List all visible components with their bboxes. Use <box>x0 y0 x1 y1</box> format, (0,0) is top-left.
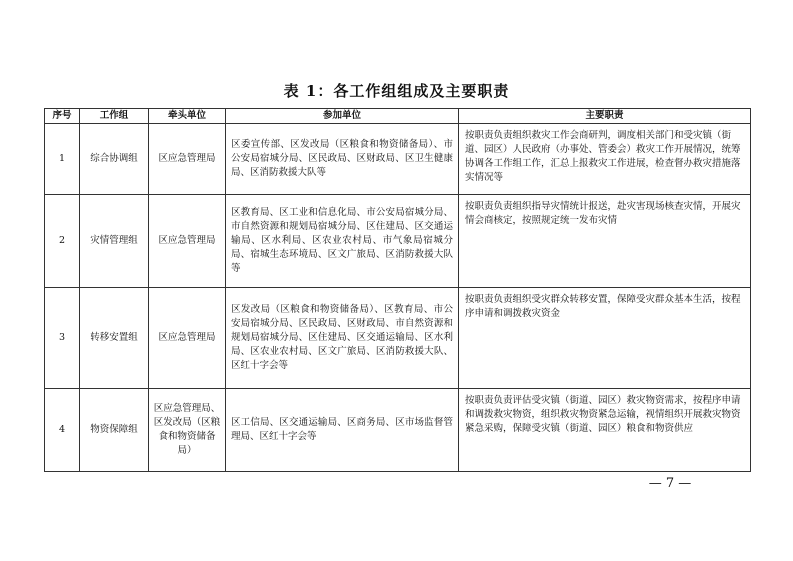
header-duties: 主要职责 <box>459 109 751 124</box>
header-lead: 牵头单位 <box>149 109 226 124</box>
table-title: 表 1：各工作组组成及主要职责 <box>283 82 510 100</box>
main-duties: 按职责负责组织指导灾情统计报送，赴灾害现场核查灾情，开展灾情会商核定，按照规定统一发布灾情 <box>459 195 751 288</box>
table-row <box>45 389 751 472</box>
row-number: 1 <box>45 124 80 195</box>
main-duties: 按职责负责组织救灾工作会商研判，调度相关部门和受灾镇（街道、园区）人民政府（办事处、管委会）救灾工作开展情况，统筹协调各工作组工作，汇总上报救灾工作进展，检查督办救灾措施落实情况等 <box>459 124 751 195</box>
table-row <box>45 195 751 288</box>
lead-unit: 区应急管理局 <box>149 195 226 288</box>
row-number: 3 <box>45 288 80 389</box>
lead-unit: 区应急管理局、区发改局（区粮食和物资储备局） <box>149 389 226 472</box>
header-no: 序号 <box>45 109 80 124</box>
page-number: — 7 — <box>648 476 692 491</box>
header-group: 工作组 <box>80 109 149 124</box>
participating-units: 区委宣传部、区发改局（区粮食和物资储备局）、市公安局宿城分局、区民政局、区财政局、区卫生健康局、区消防救援大队等 <box>226 124 459 195</box>
work-group-name: 综合协调组 <box>80 124 149 195</box>
work-group-name: 转移安置组 <box>80 288 149 389</box>
row-number: 4 <box>45 389 80 472</box>
table-row <box>45 288 751 389</box>
lead-unit: 区应急管理局 <box>149 288 226 389</box>
lead-unit: 区应急管理局 <box>149 124 226 195</box>
main-duties: 按职责负责组织受灾群众转移安置，保障受灾群众基本生活，按程序申请和调拨救灾资金 <box>459 288 751 389</box>
work-group-name: 灾情管理组 <box>80 195 149 288</box>
participating-units: 区教育局、区工业和信息化局、市公安局宿城分局、市自然资源和规划局宿城分局、区住建局、区交通运输局、区水利局、区农业农村局、市气象局宿城分局、宿城生态环境局、区文广旅局、区消防救援大队等 <box>226 195 459 288</box>
row-number: 2 <box>45 195 80 288</box>
participating-units: 区发改局（区粮食和物资储备局）、区教育局、市公安局宿城分局、区民政局、区财政局、市自然资源和规划局宿城分局、区住建局、区交通运输局、区水利局、区农业农村局、区文广旅局、区消防救援大队、区红十字会等 <box>226 288 459 389</box>
table-header-row <box>45 109 751 124</box>
main-duties: 按职责负责评估受灾镇（街道、园区）救灾物资需求，按程序申请和调拨救灾物资，组织救灾物资紧急运输，视情组织开展救灾物资紧急采购，保障受灾镇（街道、园区）粮食和物资供应 <box>459 389 751 472</box>
header-members: 参加单位 <box>226 109 459 124</box>
participating-units: 区工信局、区交通运输局、区商务局、区市场监督管理局、区红十字会等 <box>226 389 459 472</box>
table-row <box>45 124 751 195</box>
work-group-table <box>44 108 751 472</box>
work-group-name: 物资保障组 <box>80 389 149 472</box>
